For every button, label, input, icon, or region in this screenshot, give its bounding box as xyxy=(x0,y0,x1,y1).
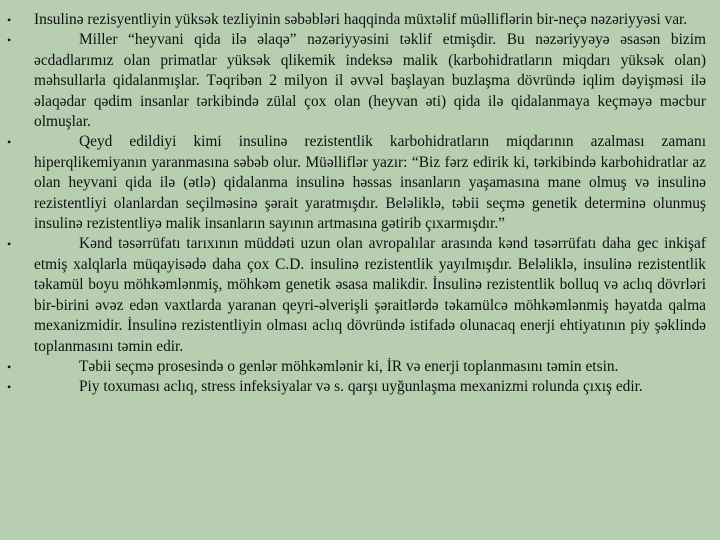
bullet-dot-icon: • xyxy=(7,359,12,374)
bullet-item-6 xyxy=(4,377,706,397)
paragraph-text: Kənd təsərrüfatı tarıxının müddəti uzun olan avropalılar arasında kənd təsərrüfatı daha gec inkişaf etmiş xalqlarla müqayisədə daha çox C.D. insulinə rezistentlik yayılmışdır. Beləliklə, insulinə rezistentlik təkamül boyu möhkəmlənmiş, möhkəm genetik əsasa malikdir. İnsulinə rezistentlik bolluq və aclıq dövrləri bir-birini əvəz edən vaxtlarda yaranan qeyri-əlverişli şəraitlərdə təkamülcə möhkəmlənmiş həyatda qalma mexanizmidir. İnsulinə rezistentliyin olması aclıq dövründə istifadə olunacaq enerji ehtiyatının piy şəklində toplanmasını təmin edir. xyxy=(34,235,706,355)
bullet-dot-icon: • xyxy=(7,237,12,252)
bullet-item-1 xyxy=(4,10,706,30)
bullet-dot-icon: • xyxy=(7,13,12,27)
paragraph-text: Piy toxuması aclıq, stress infeksiyalar və s. qarşı uyğunlaşma mexanizmi rolunda çıxış edir. xyxy=(79,378,643,396)
bullet-dot-icon: • xyxy=(7,380,12,395)
bullet-item-2 xyxy=(4,30,706,132)
bullet-dot-icon: • xyxy=(7,33,12,48)
paragraph-text: Qeyd edildiyi kimi insulinə rezistentlik karbohidratların miqdarının azalması zamanı hiperqlikemiyanın yaranmasına səbəb olur. Müəlliflər yazır: “Biz fərz edirik ki, tərkibində karbohidratlar az olan heyvani qida ilə (ətlə) qidalanma insulinə həssas insanların yaşamasına mane olmuş və insulinə rezistentliyi olanlardan seçilməsinə şərait yaratmışdır. Beləliklə, təbii seçmə genetik determinə olunmuş insulinə rezistentliyə malik insanların sayının artmasına gətirib çıxarmışdır.” xyxy=(34,133,706,233)
bullet-list xyxy=(4,10,706,398)
bullet-item-4 xyxy=(4,234,706,356)
paragraph-text: Insulinə rezisyentliyin yüksək tezliyinin səbəbləri haqqinda müxtəlif müəlliflərin bir-neçə nəzəriyyəsi var. xyxy=(34,11,688,28)
paragraph-text: Təbii seçmə prosesində o genlər möhkəmlənir ki, İR və enerji toplanmasını təmin etsin. xyxy=(79,357,619,375)
bullet-dot-icon: • xyxy=(7,135,12,150)
paragraph-text: Miller “heyvani qida ilə əlaqə” nəzəriyyəsini təklif etmişdir. Bu nəzəriyyəyə əsasən bizim əcdadlarımız olan primatlar yüksək qlikemik indeksə malik (karbohidratların miqdarı yüksək olan) məhsullarla qidalanmışlar. Təqribən 2 milyon il əvvəl başlayan buzlaşma dövründə iqlim dəyişməsi ilə əlaqədar qədim insanlar tərkibində zülal çox olan (heyvan əti) qida ilə qidalanmaya keçməyə məcbur olmuşlar. xyxy=(34,31,706,131)
bullet-item-3 xyxy=(4,132,706,234)
bullet-item-5 xyxy=(4,357,706,377)
